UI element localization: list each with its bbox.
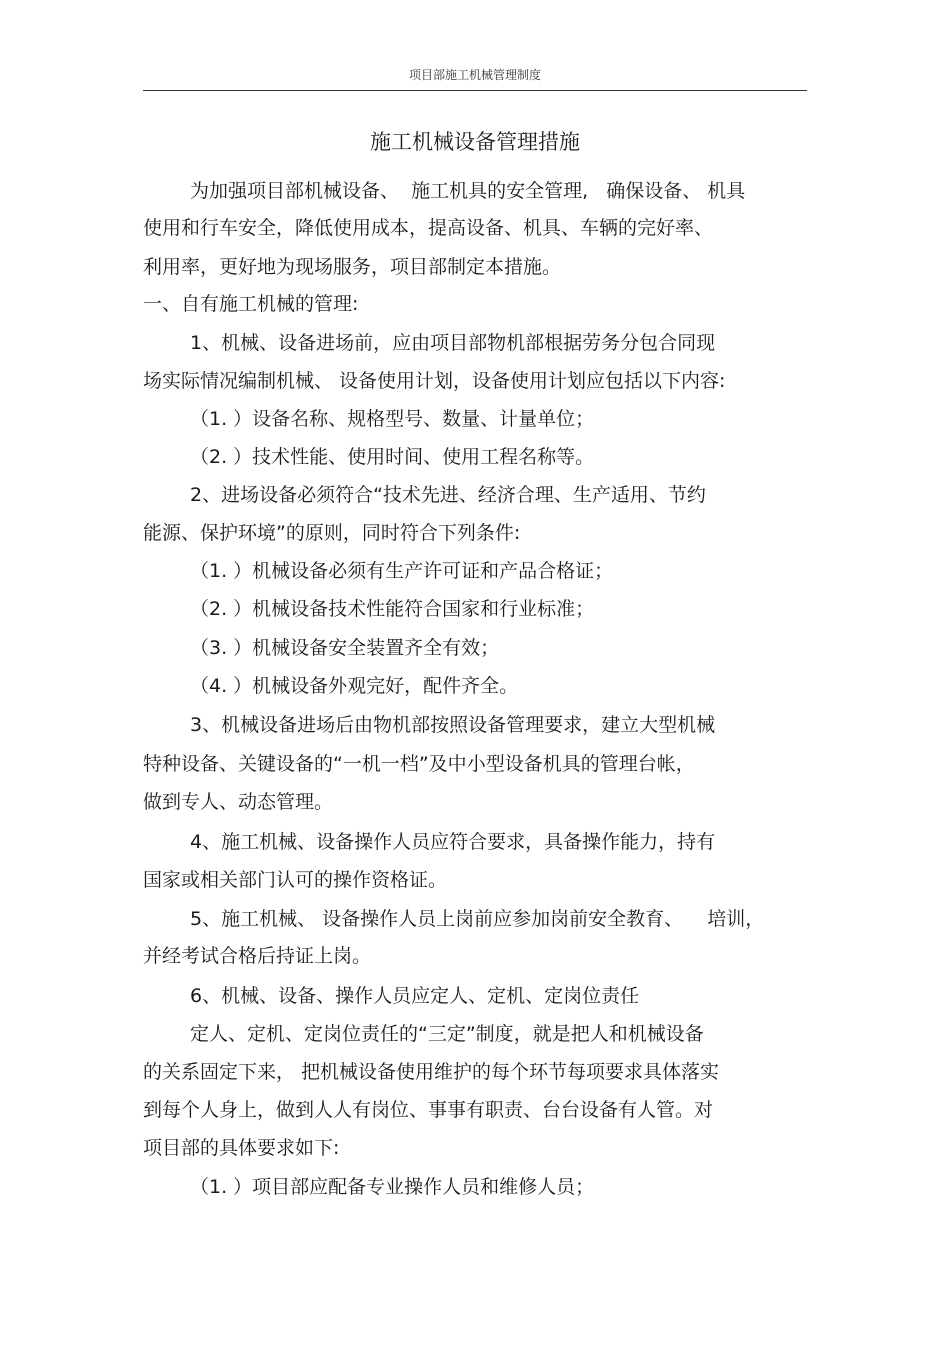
- paragraph-line: 国家或相关部门认可的操作资格证。: [143, 869, 448, 891]
- list-item: （2. ）技术性能、使用时间、使用工程名称等。: [190, 446, 595, 468]
- paragraph-line: 6、机械、设备、操作人员应定人、定机、定岗位责任: [190, 985, 640, 1007]
- paragraph-line: 到每个人身上，做到人人有岗位、事事有职责、台台设备有人管。对: [143, 1099, 714, 1121]
- paragraph-line: 特种设备、关键设备的“一机一档”及中小型设备机具的管理台帐，: [143, 753, 695, 775]
- list-item: （1. ）设备名称、规格型号、数量、计量单位；: [190, 408, 595, 430]
- list-item: （1. ）项目部应配备专业操作人员和维修人员；: [190, 1176, 595, 1198]
- paragraph-line: 的关系固定下来， 把机械设备使用维护的每个环节每项要求具体落实: [143, 1061, 720, 1083]
- paragraph-line: 能源、保护环境”的原则，同时符合下列条件:: [143, 522, 521, 544]
- paragraph-line: 3、机械设备进场后由物机部按照设备管理要求，建立大型机械: [190, 714, 716, 736]
- paragraph-line: 1、机械、设备进场前，应由项目部物机部根据劳务分包合同现: [190, 332, 716, 354]
- paragraph-line: 5、施工机械、 设备操作人员上岗前应参加岗前安全教育、 培训，: [190, 908, 765, 930]
- paragraph-line: 2、进场设备必须符合“技术先进、经济合理、生产适用、节约: [190, 484, 706, 506]
- list-item: （2. ）机械设备技术性能符合国家和行业标准；: [190, 598, 595, 620]
- paragraph-line: 4、施工机械、设备操作人员应符合要求，具备操作能力，持有: [190, 831, 716, 853]
- list-item: （4. ）机械设备外观完好，配件齐全。: [190, 675, 519, 697]
- paragraph-line: 定人、定机、定岗位责任的“三定”制度，就是把人和机械设备: [190, 1023, 704, 1045]
- section-heading: 一、自有施工机械的管理:: [143, 293, 359, 315]
- paragraph-line: 项目部的具体要求如下:: [143, 1137, 340, 1159]
- header-rule: [143, 90, 807, 91]
- list-item: （3. ）机械设备安全装置齐全有效；: [190, 637, 500, 659]
- paragraph-line: 做到专人、动态管理。: [143, 791, 334, 813]
- running-header: 项目部施工机械管理制度: [408, 68, 541, 82]
- paragraph-line: 使用和行车安全，降低使用成本，提高设备、机具、车辆的完好率、: [143, 217, 714, 239]
- paragraph-line: 场实际情况编制机械、 设备使用计划，设备使用计划应包括以下内容:: [143, 370, 726, 392]
- document-title: 施工机械设备管理措施: [370, 130, 580, 154]
- paragraph-line: 并经考试合格后持证上岗。: [143, 945, 372, 967]
- paragraph-line: 利用率，更好地为现场服务，项目部制定本措施。: [143, 256, 562, 278]
- list-item: （1. ）机械设备必须有生产许可证和产品合格证；: [190, 560, 614, 582]
- paragraph-line: 为加强项目部机械设备、 施工机具的安全管理, 确保设备、 机具: [190, 180, 746, 202]
